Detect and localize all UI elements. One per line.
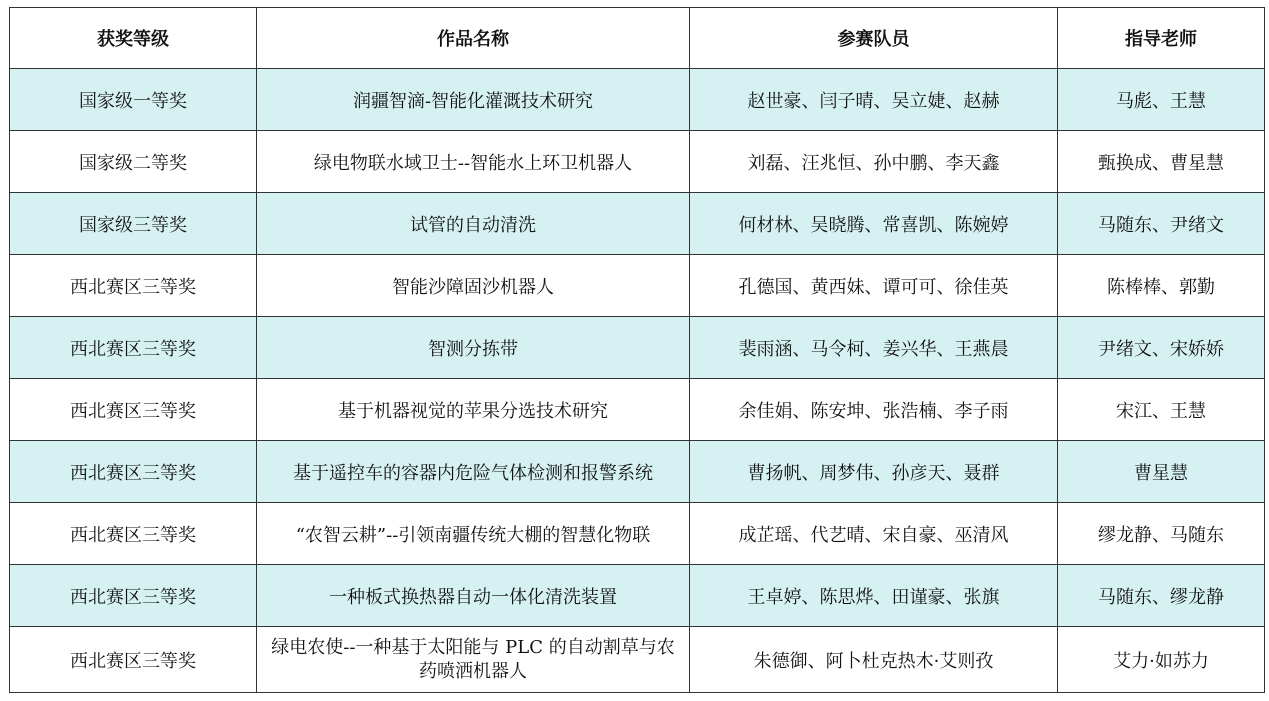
advisors-cell: 马随东、缪龙静 bbox=[1058, 565, 1265, 627]
team-members-cell: 何材林、吴晓腾、常喜凯、陈婉婷 bbox=[690, 193, 1058, 255]
advisors-cell: 马随东、尹绪文 bbox=[1058, 193, 1265, 255]
award-level-cell: 西北赛区三等奖 bbox=[10, 627, 257, 693]
team-members-cell: 朱德御、阿卜杜克热木·艾则孜 bbox=[690, 627, 1058, 693]
award-level-cell: 西北赛区三等奖 bbox=[10, 379, 257, 441]
team-members-cell: 成芷瑶、代艺晴、宋自豪、巫清风 bbox=[690, 503, 1058, 565]
table-header-row bbox=[10, 8, 1265, 69]
work-title-cell: 绿电农使--一种基于太阳能与 PLC 的自动割草与农药喷洒机器人 bbox=[257, 627, 690, 693]
work-title-cell: “农智云耕”--引领南疆传统大棚的智慧化物联 bbox=[257, 503, 690, 565]
table-row bbox=[10, 565, 1265, 627]
advisors-cell: 缪龙静、马随东 bbox=[1058, 503, 1265, 565]
table-row bbox=[10, 255, 1265, 317]
award-level-cell: 西北赛区三等奖 bbox=[10, 565, 257, 627]
advisors-cell: 陈棒棒、郭勤 bbox=[1058, 255, 1265, 317]
award-level-cell: 西北赛区三等奖 bbox=[10, 441, 257, 503]
award-level-cell: 国家级一等奖 bbox=[10, 69, 257, 131]
awards-table bbox=[9, 7, 1265, 693]
work-title-cell: 智测分拣带 bbox=[257, 317, 690, 379]
team-members-cell: 曹扬帆、周梦伟、孙彦天、聂群 bbox=[690, 441, 1058, 503]
work-title-cell: 试管的自动清洗 bbox=[257, 193, 690, 255]
award-level-cell: 西北赛区三等奖 bbox=[10, 503, 257, 565]
team-members-cell: 赵世豪、闫子晴、吴立婕、赵赫 bbox=[690, 69, 1058, 131]
advisors-cell: 宋江、王慧 bbox=[1058, 379, 1265, 441]
team-members-cell: 余佳娟、陈安坤、张浩楠、李子雨 bbox=[690, 379, 1058, 441]
header-advisors: 指导老师 bbox=[1058, 8, 1265, 69]
table-row bbox=[10, 131, 1265, 193]
table-row bbox=[10, 627, 1265, 693]
table-row bbox=[10, 193, 1265, 255]
work-title-cell: 基于机器视觉的苹果分选技术研究 bbox=[257, 379, 690, 441]
header-team-members: 参赛队员 bbox=[690, 8, 1058, 69]
advisors-cell: 艾力·如苏力 bbox=[1058, 627, 1265, 693]
header-work-title: 作品名称 bbox=[257, 8, 690, 69]
work-title-cell: 基于遥控车的容器内危险气体检测和报警系统 bbox=[257, 441, 690, 503]
work-title-cell: 智能沙障固沙机器人 bbox=[257, 255, 690, 317]
work-title-cell: 润疆智滴-智能化灌溉技术研究 bbox=[257, 69, 690, 131]
table-row bbox=[10, 317, 1265, 379]
team-members-cell: 孔德国、黄西妹、谭可可、徐佳英 bbox=[690, 255, 1058, 317]
awards-table-container bbox=[9, 7, 1265, 693]
work-title-cell: 一种板式换热器自动一体化清洗装置 bbox=[257, 565, 690, 627]
table-row bbox=[10, 441, 1265, 503]
award-level-cell: 西北赛区三等奖 bbox=[10, 255, 257, 317]
advisors-cell: 甄换成、曹星慧 bbox=[1058, 131, 1265, 193]
advisors-cell: 曹星慧 bbox=[1058, 441, 1265, 503]
advisors-cell: 马彪、王慧 bbox=[1058, 69, 1265, 131]
team-members-cell: 裴雨涵、马令柯、姜兴华、王燕晨 bbox=[690, 317, 1058, 379]
award-level-cell: 国家级二等奖 bbox=[10, 131, 257, 193]
header-award-level: 获奖等级 bbox=[10, 8, 257, 69]
advisors-cell: 尹绪文、宋娇娇 bbox=[1058, 317, 1265, 379]
team-members-cell: 刘磊、汪兆恒、孙中鹏、李天鑫 bbox=[690, 131, 1058, 193]
table-row bbox=[10, 379, 1265, 441]
award-level-cell: 西北赛区三等奖 bbox=[10, 317, 257, 379]
award-level-cell: 国家级三等奖 bbox=[10, 193, 257, 255]
table-row bbox=[10, 69, 1265, 131]
work-title-cell: 绿电物联水域卫士--智能水上环卫机器人 bbox=[257, 131, 690, 193]
team-members-cell: 王卓婷、陈思烨、田谨豪、张旗 bbox=[690, 565, 1058, 627]
table-row bbox=[10, 503, 1265, 565]
